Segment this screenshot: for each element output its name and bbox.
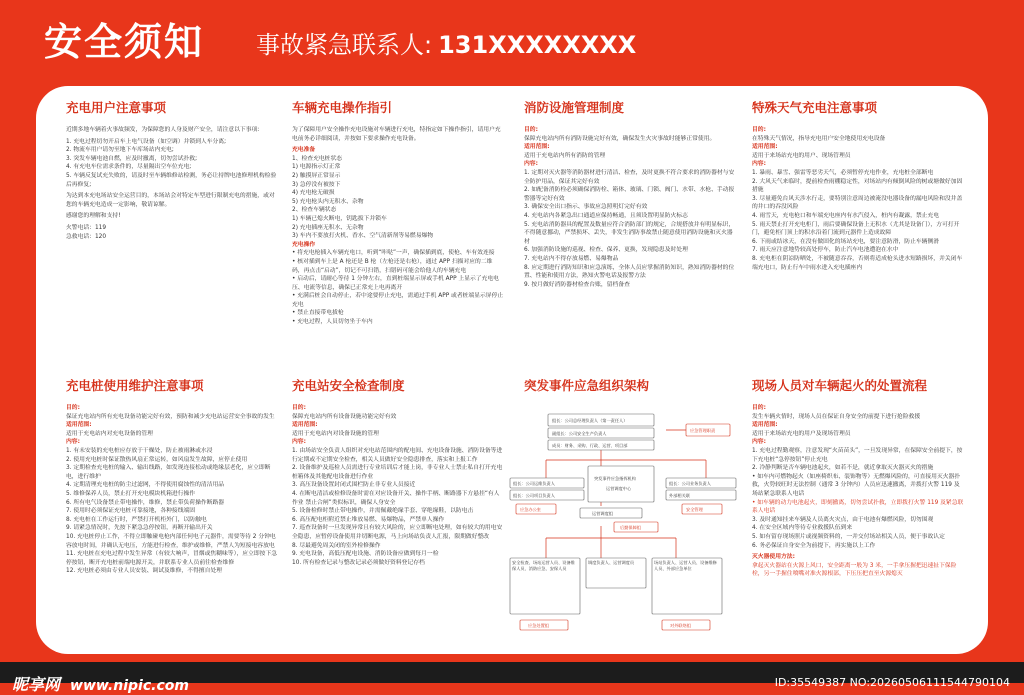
svg-text:组长：公司总经理负责人（第一责任人）: 组长：公司总经理负责人（第一责任人） (552, 418, 628, 423)
panel-title: 充电桩使用维护注意事项 (66, 378, 204, 393)
org-node-mid-red (682, 504, 722, 514)
panel-line: 目的: (524, 127, 538, 133)
org-node-red-mid (614, 522, 658, 532)
org-node-top2 (548, 428, 654, 438)
panel-line: 6. 下雨或结冰天，在没有做固化的场站充电，要注意防滑，防止车辆侧滑 (752, 238, 940, 245)
panel-line: 6. 高压配电柜附近禁止堆放易燃、易爆物品，严禁单人操作 (292, 516, 445, 523)
panel-line: 6. 加强消防设施的巡视、检查、保养、更换，发现隐患及时处理 (524, 247, 688, 254)
panel-line: 5. 车辆反复试充失败的，请及时至车辆维修站检测，务必让持牌电池修理机构检验后再修复; (66, 172, 277, 188)
panel-title: 特殊天气充电注意事项 (752, 100, 878, 115)
panel-line: 12. 充电桩必须由专业人员安装、调试及维修，不得擅自处理 (66, 568, 222, 575)
panel-line: 火警电话：119 (66, 224, 107, 231)
panel-line: 3. 定期检查充电桩的输入、输出线路，如发现连接松动或绝缘层老化，应立即断电，进行维护 (66, 465, 271, 480)
panel-line: • 充满后桩会自动停止，若中途要停止充电，需通过手机 APP 或者桩端显示屏停止充电 (292, 293, 504, 308)
panel-line: 8. 充电柜在阴凉防晒处，不被随意吞吞，否则将适成枪头进水短路损坏，并关闭车端充电口，防止行车中雨水进入充电插座内 (752, 255, 963, 271)
panel-line: 1. 充电过程切勿开启车上电气设备（如空调）并锁到人车分离; (66, 138, 227, 145)
panel-line: 7. 巡查设备时一旦发现异常且有较大风险的，应立即断电处理，如有较大的用电安全隐患，应暂停设备使用并切断电源，马上向场站负责人汇报，限期做好整改 (292, 525, 503, 540)
panel-line: 感谢您的理解和支持! (66, 213, 121, 220)
panel-line: 8. 尽最避免周关闭的室外检修操作 (292, 542, 381, 549)
panel-line: • 启动后，请耐心等待 1 分钟左右，直到桩端显示屏或手机 APP 上显示了充电电压、电流等信息，确保已正常充上电再离开 (292, 276, 499, 291)
panel-line: 2. 冷静判断是否车辆电池起火，如若不是，就近拿取灭火器灭火的措施 (752, 465, 934, 472)
panel-line: 1) 电源指示灯正常 (292, 164, 341, 171)
panel-title: 车辆充电操作指引 (292, 100, 393, 115)
org-node-red-right (662, 620, 710, 630)
panel-body (524, 126, 736, 289)
panel-fire-facility-management (524, 100, 736, 372)
svg-text:应急管理职责: 应急管理职责 (690, 428, 716, 433)
panel-line: • 如车辆的动力电池起火，即刻撤离，切勿尝试扑救，立即拨打火警 119 及紧急联系人电话 (752, 499, 964, 515)
panel-line: 适用范围: (292, 422, 318, 429)
org-node-top3 (548, 440, 654, 450)
svg-text:运营调度中心: 运营调度中心 (606, 486, 632, 491)
image-id: ID:35549387 NO:20260506111544790104 (774, 676, 1010, 689)
panel-line: 10. 所有检查记录与整改记录必须做好资料登记存档 (292, 559, 425, 566)
org-node-red-top (516, 504, 556, 514)
panel-line: 10. 充电桩停止工作，不得立即触碰电枪内部任何电子元器件，需要等待 2 分钟电容放电时间，并确认无电压，方能进行检查，维护或维修，严禁人为短接电容放电 (66, 533, 276, 549)
panel-line: 5. 维修保养人员，禁止打开充电模块机箱进行操作 (66, 490, 196, 497)
panel-line: 内容: (292, 439, 306, 446)
panel-line: 保障充电站内所有消防设施完好有效，确保发生火灾事故时能够正常使用。 (524, 135, 716, 142)
panel-title: 现场人员对车辆起火的处置流程 (752, 378, 928, 393)
panel-line: 2) 充电插座无积水、无杂物 (292, 224, 364, 231)
panel-line: 近期多地车辆着火事故频发，为保障您的人身及财产安全，请注意以下事项: (66, 127, 260, 133)
panel-line: 6. 所有电气设备禁止带电操作，维修，禁止带负荷操作断路器 (66, 499, 225, 506)
panel-line: 目的: (66, 405, 80, 411)
panel-line: 为达到本充电场站安全运营目的，本场站会对特定车型进行限制充电的措施，或对您的车辆充电造成一定影响，敬请谅解。 (66, 193, 275, 208)
panel-line: 适用于充电站内对设备设施的管理 (292, 430, 379, 437)
panel-line: 9. 请紧急情况时，先按下紧急急停按钮，再断开输出开关 (66, 525, 213, 532)
panel-line: 4) 充电枪无破损 (292, 190, 335, 197)
panel-line: 目的: (752, 405, 766, 411)
panel-line: 内容: (752, 161, 766, 168)
org-node-bottom-right: 场站负责人、运营人员、设备维修人员、外部应急单位 (652, 558, 722, 614)
svg-text:后勤保障组: 后勤保障组 (620, 525, 641, 530)
logo-text: 昵享网 (12, 675, 61, 694)
panel-body (66, 126, 278, 241)
panel-line: 3) 车内不要放打火机、香水、空气清新剂等易燃易爆物 (292, 233, 434, 240)
org-node-bottom-left: 安全检查、场站运营人员、设备维保人员、消防应急、安保人员 (510, 558, 580, 614)
panel-line: 3. 突发车辆电池自燃，应及时撤离，切勿尝试扑救; (66, 155, 198, 162)
org-node-center (588, 466, 654, 502)
panel-line: 8. 充电桩在工作运行时，严禁打开机柜外门，以防触电 (66, 516, 207, 523)
panel-line: • 充电过程，人员切勿坐于车内 (292, 319, 373, 326)
panel-line: 4. 雨雪天，充电枪口和车端充电座内有水汽侵入，桩内有凝露，禁止充电 (752, 212, 940, 219)
panel-line: 适用范围: (66, 422, 92, 429)
contact-label: 事故紧急联系人: (256, 31, 433, 59)
panel-line: 7. 充电站内不得存放易燃、易爆物品 (524, 255, 619, 262)
contact-number: 131XXXXXXXX (438, 31, 637, 59)
panel-line: 3) 急停没有被按下 (292, 181, 341, 188)
panel-line: 9. 按月做好消防器材检查台账，留档备查 (524, 281, 630, 288)
panel-line: 5) 充电枪头内无积水、杂物 (292, 198, 364, 205)
panel-line: 灭火器使用方法: (752, 554, 795, 561)
panel-line: 适用于来场站充电的用户、现场管理员 (752, 152, 851, 159)
panel-line: 7. 使用时必须保证充电桩可靠接地，各种接线端固 (66, 508, 196, 515)
panel-line: 1、检查充电桩状态 (292, 155, 343, 162)
panel-line: 2) 触摸屏正常显示 (292, 172, 341, 179)
panel-line: 适用范围: (524, 144, 550, 151)
svg-text:成员：财务、采购、行政、运营、项目部: 成员：财务、采购、行政、运营、项目部 (552, 443, 628, 448)
org-node-sub (580, 508, 642, 518)
panel-line: 目的: (292, 405, 306, 411)
svg-text:组长：公司运维负责人: 组长：公司运维负责人 (513, 481, 555, 486)
panel-line: 4. 有充电车位需求条件的，尽量隔出空车位充电; (66, 164, 192, 171)
panel-title: 突发事件应急组织架构 (524, 378, 650, 393)
panel-line: 适用范围: (752, 144, 778, 151)
svg-text:突发事件应急指挥机构: 突发事件应急指挥机构 (594, 476, 636, 481)
panel-line: 1. 由场站安全负责人组织对充电站范围内的配电间、充电设备设施、消防设备等进行定期或不定期安全检查，相关人员做好安全隐患排查，落实和上报工作 (292, 447, 503, 463)
panel-body (752, 126, 964, 272)
panel-line: 5. 雨天禁止打开充电柜门，雨后要确保设备上无积水（尤其是设备门），方可打开门，避免柜门顶上的积水沿着门流到元器件上造成故障 (752, 221, 960, 237)
org-node-right1 (666, 478, 736, 488)
panel-charging-operation-guide (292, 100, 504, 372)
panel-line: 内容: (66, 439, 80, 446)
panel-line: 为了保障用户安全操作充电设施对车辆进行充电，特指定如下操作指引，请用户充电前务必详细阅读，并按如下要求操作充电设备。 (292, 127, 501, 142)
panel-vehicle-fire-response (752, 378, 964, 646)
panel-line: 2. 大风天气来临时，提前检查雨棚稳定性，对场站内有倾倒风险的树或塘做好加固措施 (752, 178, 963, 194)
panel-charging-user-notes (66, 100, 278, 370)
panel-line: 2. 使用充电桩时保证散热风扇正常运转，如风扇发生故障，应停止使用 (66, 456, 248, 463)
panel-line: • 核对插到车上是 A 枪还是 B 枪（左枪还是右枪），通过 APP 扫描对应的二维码，再点击“启动”，切记不可扫错，扫错码可能会给他人的车辆充电 (292, 258, 493, 274)
panel-charger-maintenance (66, 378, 278, 646)
panel-title: 消防设施管理制度 (524, 100, 625, 115)
org-node-red-left (520, 620, 568, 630)
org-node-left1 (510, 478, 584, 488)
panel-line: 4. 充电站内各紧急出口通道应保持畅通，且须设置明显防火标志 (524, 212, 688, 219)
svg-text:副组长：公司安全生产负责人: 副组长：公司安全生产负责人 (552, 431, 607, 436)
panel-line: 6. 务必保证自身安全为前提下，再实施以上工作 (752, 542, 876, 549)
svg-text:应急办公室: 应急办公室 (520, 507, 541, 512)
panel-line: 5. 如有留存现场照片或视频资料的，一并交付场站相关人员，便于事故认定 (752, 533, 945, 540)
panel-line: 保证充电站内所有充电设备功能完好有效，预防和减少充电站运营安全事故的发生 (66, 413, 275, 420)
org-node-left2 (510, 490, 584, 500)
panel-line: • 禁止直接带电拔枪 (292, 310, 344, 317)
panel-line: 充电操作 (292, 241, 316, 248)
panel-line: 内容: (752, 439, 766, 446)
org-chart-diagram (506, 408, 738, 638)
svg-text:运营调度组: 运营调度组 (592, 511, 613, 516)
panel-line: 11. 充电桩在充电过程中发生异常（有较大响声，冒烟或焦糊味等），应立即按下急停按钮，断开充电桩前端电源开关，并联系专业人员前往检查维修 (66, 551, 278, 566)
panel-line: 2、检查车辆状态 (292, 207, 337, 214)
panel-special-weather-notes (752, 100, 964, 372)
panel-line: 5. 充电站消防器具的配置及数量应符合消防部门的规定，合规搭放并有明显标识，不得随意挪动，严禁损坏、丢失，非发生消防事故禁止随意使用消防设施和灭火器材 (524, 221, 735, 245)
svg-text:组长：公司业务负责人: 组长：公司业务负责人 (669, 481, 711, 486)
panel-line: 4. 定期清理充电桩的防尘过滤网，不得使用腐蚀性的清洁用品 (66, 482, 225, 489)
panel-line: 3. 确保安全出口指示、事故应急照明灯完好有效 (524, 204, 648, 211)
site-url: www.nipic.com (70, 678, 189, 694)
panel-line: 适用于充电站内对充电设备的管理 (66, 430, 153, 437)
panel-line: 适用于来场站充电的用户及现场管理员 (752, 430, 851, 437)
panel-safety-inspection (292, 378, 504, 646)
panel-title: 充电用户注意事项 (66, 100, 167, 115)
svg-text:对外联络组: 对外联络组 (670, 623, 691, 628)
panel-line: 内容: (524, 161, 538, 168)
org-node-duty (686, 424, 730, 436)
notice-board (36, 86, 988, 654)
panel-line: 发生车辆火情时，现场人员在保证自身安全的前提下进行抢险救援 (752, 413, 921, 420)
panel-org-chart (506, 378, 738, 646)
panel-line: 1. 充电过程勤观察，注意发现“火苗苗头”，一旦发现异常，在保障安全前提下，按下充电桩“急停按钮”停止充电 (752, 447, 963, 463)
panel-line: • 如车内可燃物起火（如座椅织布、装饰物等）无燃爆风险的，可直接用灭火器扑救，火势较旺时无法控制（通常 3 分钟内）人员应迅速撤离，并拨打火警 119 及场站紧急联系人电话 (752, 473, 961, 497)
panel-line: 7. 雨天应注意地势较高处停车，防止汽车电池遭泡在水中 (752, 247, 899, 254)
panel-body (292, 404, 504, 567)
panel-body (292, 126, 504, 327)
panel-line: 1. 暴雨、暴雪、强雷等恶劣天气，必须暂停充电作业，充电桩全部断电 (752, 169, 934, 176)
panel-line: 适用范围: (752, 422, 778, 429)
svg-text:外部相关联: 外部相关联 (669, 493, 690, 498)
panel-line: 5. 设备检修时禁止带电操作，并需佩戴绝缘手套、穿绝缘鞋，以防电击 (292, 508, 474, 515)
panel-line: 4. 在断电清洁或检修设备时需在对应设备开关、操作手柄、断路器下方悬挂“有人作业 禁止合闸”类似标识，确保人身安全 (292, 490, 500, 506)
panel-line: 4. 在安全区域内等待专业救援队伍到来 (752, 525, 853, 532)
panel-line: 3. 及时通知挂来车辆及人员离火灾点，由于电池有爆燃风险，切勿围观 (752, 516, 934, 523)
panel-line: 2. 物流车用户请勿至地下车库场站内充电; (66, 147, 174, 154)
panel-line: 3. 高压设备设置封闭式围栏防止非专业人员接近 (292, 482, 416, 489)
panel-line: 1. 定期对灭火器等消防器材进行清洁、检查，及时更换不符合要求的消防器材与安全防护用品，保证其完好有效 (524, 169, 735, 185)
top-banner (0, 0, 1024, 92)
panel-line: 急救电话：120 (66, 233, 107, 240)
panel-line: 在特殊天气情况，指导充电用户安全地使用充电设备 (752, 135, 886, 142)
panel-line: 目的: (752, 127, 766, 133)
site-logo (12, 672, 189, 695)
panel-line: 充电准备 (292, 147, 316, 154)
panel-line: • 将充电枪插入车辆充电口，听到“咔哒”一声，确保插到底，使枪、车有效连接 (292, 250, 495, 257)
org-node-top (548, 414, 654, 426)
svg-text:应急处置组: 应急处置组 (528, 623, 549, 628)
panel-line: 8. 应定期进行消防知识和应急演练，全体人员应掌握消防知识，熟知消防器材的位置、性能和使用方法，熟知火警电话及报警方法 (524, 264, 735, 280)
panel-body (752, 404, 964, 579)
org-node-bottom-mid: 调度负责人、运营调度员 (586, 558, 646, 588)
org-node-right2 (666, 490, 736, 500)
panel-line: 2. 如配备消防栓必须确保消防栓、箱体、玻璃、门锁、阀门、水带、水枪、手动报警器等完好有效 (524, 187, 735, 202)
panel-line: 3. 尽量避免台风天涉水行走，要特别注意周边被淹没电器设备的漏电风险和没井盖的井口的吞没风险 (752, 195, 963, 211)
page-title: 安全须知 (44, 20, 205, 64)
svg-text:组长：公司项目负责人: 组长：公司项目负责人 (513, 493, 555, 498)
svg-text:安全管理: 安全管理 (686, 507, 703, 512)
panel-line: 2. 设备维护及巡检人员需进行专业培训后才能上岗，非专业人士禁止私自打开充电桩箱体及其他配电设备进行作业 (292, 465, 503, 480)
panel-line: 1) 车辆已熄火断电，钥匙拔下并锁车 (292, 215, 387, 222)
panel-body (66, 404, 278, 576)
emergency-contact (256, 30, 636, 60)
panel-line: 拿起灭火器站在火源上风口，安全距离一般为 3 米，一手拿压握把迅速扯下保险栓，另一手握住喷嘴对准火源根部，下压压把直至火源熄灭 (752, 562, 957, 578)
panel-line: 保障充电站内所有设备设施功能完好有效 (292, 413, 397, 420)
panel-title: 充电站安全检查制度 (292, 378, 405, 393)
panel-line: 1. 有未安装的充电桩应存放于干燥处，防止被雨淋或水浸 (66, 447, 213, 454)
panel-line: 适用于充电站内所有消防的管理 (524, 152, 606, 159)
panel-line: 9. 充电设备，高低压配电设施、消防设备应做到每月一检 (292, 551, 439, 558)
